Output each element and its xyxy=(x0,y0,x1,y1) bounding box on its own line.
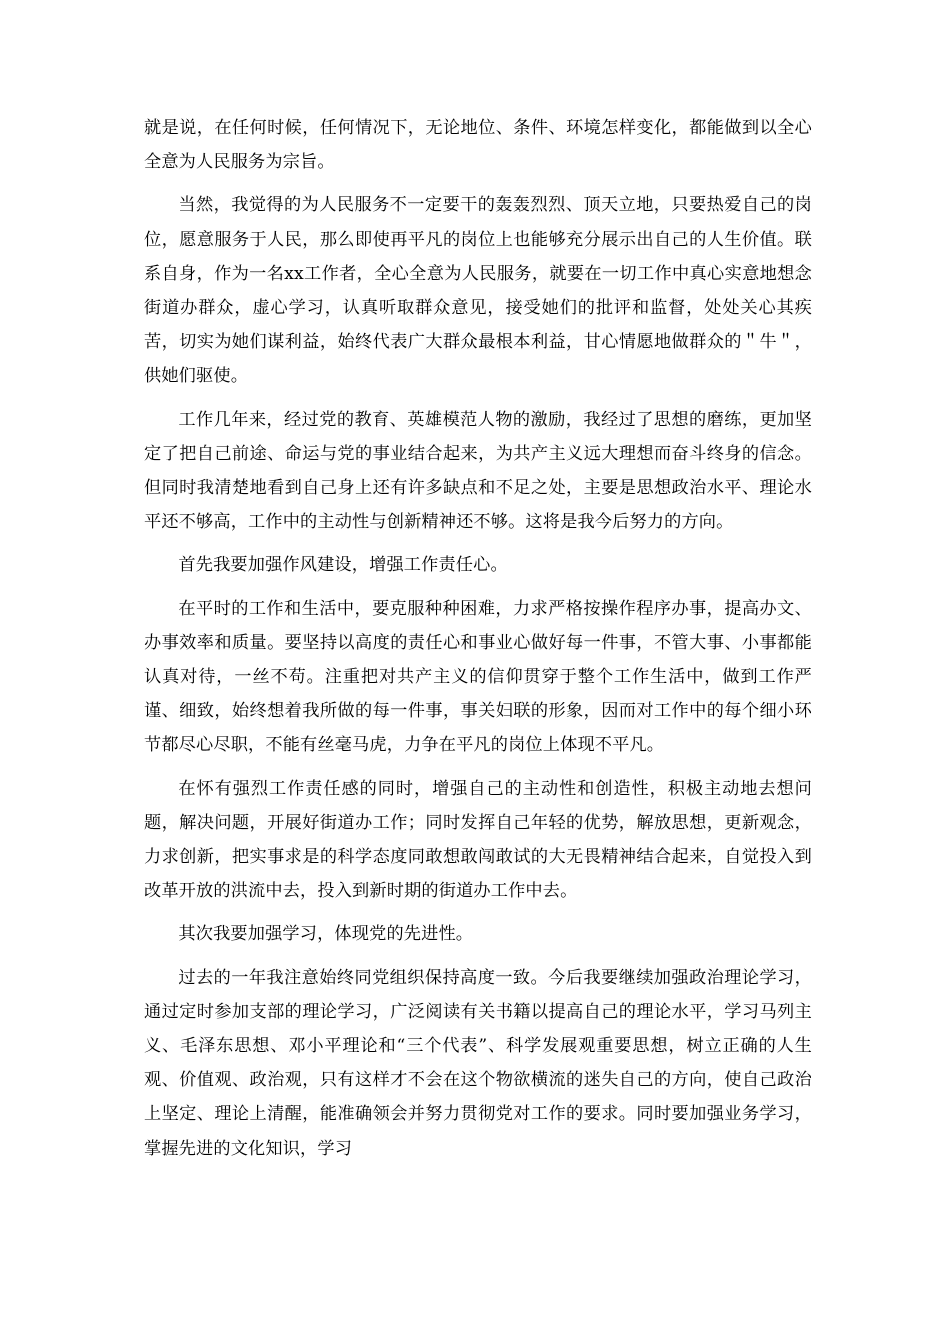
paragraph-3: 工作几年来，经过党的教育、英雄模范人物的激励，我经过了思想的磨练，更加坚定了把自己前途、命运与党的事业结合起来，为共产主义远大理想而奋斗终身的信念。但同时我清楚地看到自己身上还有许多缺点和不足之处，主要是思想政治水平、理论水平还不够高，工作中的主动性与创新精神还不够。这将是我今后努力的方向。 xyxy=(144,409,812,533)
paragraph-8: 过去的一年我注意始终同党组织保持高度一致。今后我要继续加强政治理论学习，通过定时参加支部的理论学习，广泛阅读有关书籍以提高自己的理论水平，学习马列主义、毛泽东思想、邓小平理论和“三个代表”、科学发展观重要思想，树立正确的人生观、价值观、政治观，只有这样才不会在这个物欲横流的迷失自己的方向，使自己政治上坚定、理论上清醒，能准确领会并努力贯彻党对工作的要求。同时要加强业务学习，掌握先进的文化知识，学习 xyxy=(144,967,812,1159)
paragraph-1: 就是说，在任何时候，任何情况下，无论地位、条件、环境怎样变化，都能做到以全心全意为人民服务为宗旨。 xyxy=(144,118,812,173)
document-body xyxy=(144,111,812,1175)
paragraph-5: 在平时的工作和生活中，要克服种种困难，力求严格按操作程序办事，提高办文、办事效率和质量。要坚持以高度的责任心和事业心做好每一件事，不管大事、小事都能认真对待，一丝不苟。注重把对共产主义的信仰贯穿于整个工作生活中，做到工作严谨、细致，始终想着我所做的每一件事，事关妇联的形象，因而对工作中的每个细小环节都尽心尽职，不能有丝毫马虎，力争在平凡的岗位上体现不平凡。 xyxy=(144,598,812,756)
paragraph-4-heading: 首先我要加强作风建设，增强工作责任心。 xyxy=(178,555,508,576)
paragraph-2: 当然，我觉得的为人民服务不一定要干的轰轰烈烈、顶天立地，只要热爱自己的岗位，愿意服务于人民，那么即使再平凡的岗位上也能够充分展示出自己的人生价值。联系自身，作为一名xx工作者，全心全意为人民服务，就要在一切工作中真心实意地想念街道办群众，虚心学习，认真听取群众意见，接受她们的批评和监督，处处关心其疾苦，切实为她们谋利益，始终代表广大群众最根本利益，甘心情愿地做群众的＂牛＂，供她们驱使。 xyxy=(144,195,812,387)
paragraph-7-heading: 其次我要加强学习，体现党的先进性。 xyxy=(178,924,474,945)
paragraph-6: 在怀有强烈工作责任感的同时，增强自己的主动性和创造性，积极主动地去想问题，解决问题，开展好街道办工作；同时发挥自己年轻的优势，解放思想，更新观念，力求创新，把实事求是的科学态度同敢想敢闯敢试的大无畏精神结合起来，自觉投入到改革开放的洪流中去，投入到新时期的街道办工作中去。 xyxy=(144,778,812,902)
